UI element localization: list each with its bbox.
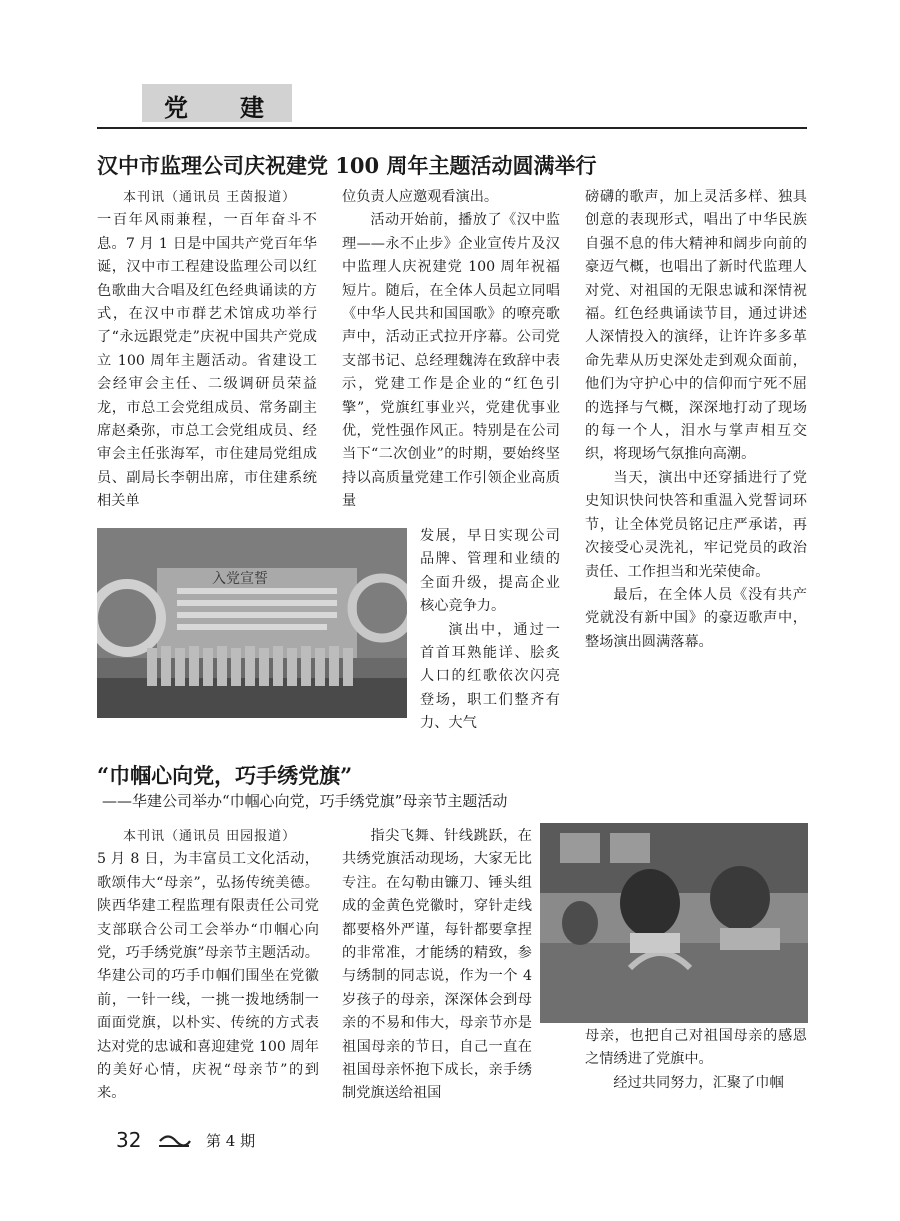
section-tab-char-1: 党	[164, 94, 188, 122]
section-tab-char-2: 建	[240, 94, 264, 122]
article1-paragraph: 发展，早日实现公司品牌、管理和业绩的全面升级，提高企业核心竞争力。	[420, 528, 560, 615]
embroidery-photo	[540, 823, 808, 1023]
magazine-logo-icon	[157, 1131, 193, 1151]
oath-photo	[97, 528, 407, 718]
screen-caption: 入党宣誓	[212, 571, 268, 587]
article1-paragraph: 一百年风雨兼程，一百年奋斗不息。7 月 1 日是中国共产党百年华诞，汉中市工程建设监理公司以红色歌曲大合唱及红色经典诵读的方式，在汉中市群艺术馆成功举行了“永远跟党走”庆祝中国共产党成立 100 周年主题活动。省建设工会经审会主任、二级调研员荣益龙，市总工会党组成员、常务副主席赵桑弥，市总工会党组成员、经审会主任张海军，市住建局党组成员、副局长李朝出席，市住建系统相关单	[97, 212, 317, 510]
article2-column-2	[342, 825, 532, 1106]
article1-paragraph: 当天，演出中还穿插进行了党史知识快问快答和重温入党誓词环节，让全体党员铭记庄严承诺，再次接受心灵洗礼，牢记党员的政治责任、工作担当和光荣使命。	[585, 469, 807, 580]
article1-paragraph: 磅礴的歌声，加上灵活多样、独具创意的表现形式，唱出了中华民族自强不息的伟大精神和阔步向前的豪迈气概，也唱出了新时代监理人对党、对祖国的无限忠诚和深情祝福。红色经典诵读节目，通过讲述人深情投入的演绎，让许许多多革命先辈从历史深处走到观众面前，他们为守护心中的信仰而宁死不屈的选择与气概，深深地打动了现场的每一个人，泪水与掌声相互交织，将现场气氛推向高潮。	[585, 189, 807, 463]
article1-column-2-upper	[342, 186, 560, 514]
page-number: 32	[116, 1128, 142, 1152]
article1-column-3	[585, 186, 807, 654]
header-rule	[97, 127, 807, 129]
article2-column-3	[585, 1025, 807, 1095]
article1-byline: 本刊讯（通讯员 王茵报道）	[123, 190, 297, 205]
article2-byline: 本刊讯（通讯员 田园报道）	[123, 829, 297, 844]
article2-column-1	[97, 825, 319, 1106]
article2-title: “巾帼心向党，巧手绣党旗”	[97, 763, 353, 788]
article1-paragraph: 位负责人应邀观看演出。	[342, 189, 499, 205]
article2-paragraph: 指尖飞舞、针线跳跃，在共绣党旗活动现场，大家无比专注。在勾勒由镰刀、锤头组成的金黄色党徽时，穿针走线都要格外严谨，每针都要拿捏的非常准，才能绣的精致，参与绣制的同志说，作为一个 4 岁孩子的母亲，深深体会到母亲的不易和伟大，母亲节亦是祖国母亲的节日，自己一直在祖国母亲怀抱下成长，亲手绣制党旗送给祖国	[342, 828, 532, 1102]
issue-label: 第 4 期	[206, 1132, 256, 1150]
article1-title: 汉中市监理公司庆祝建党 100 周年主题活动圆满举行	[97, 153, 597, 178]
article1-paragraph: 活动开始前，播放了《汉中监理——永不止步》企业宣传片及汉中监理人庆祝建党 100 周年祝福短片。随后，在全体人员起立同唱《中华人民共和国国歌》的嘹亮歌声中，活动正式拉开序幕。公司党支部书记、总经理魏涛在致辞中表示，党建工作是企业的“红色引擎”，党旗红事业兴，党建优事业优，党性强作风正。特别是在公司当下“二次创业”的时期，要始终坚持以高质量党建工作引领企业高质量	[342, 212, 560, 510]
article2-paragraph: 经过共同努力，汇聚了巾帼	[613, 1074, 784, 1091]
article1-paragraph: 最后，在全体人员《没有共产党就没有新中国》的豪迈歌声中，整场演出圆满落幕。	[585, 586, 807, 650]
article2-paragraph: 母亲，也把自己对祖国母亲的感恩之情绣进了党旗中。	[585, 1028, 807, 1068]
article2-paragraph: 5 月 8 日，为丰富员工文化活动，歌颂伟大“母亲”，弘扬传统美德。陕西华建工程监理有限责任公司党支部联合公司工会举办“巾帼心向党，巧手绣党旗”母亲节主题活动。华建公司的巧手巾帼们围坐在党徽前，一针一线，一挑一拨地绣制一面面党旗，以朴实、传统的方式表达对党的忠诚和喜迎建党 100 周年的美好心情，庆祝“母亲节”的到来。	[97, 851, 319, 1102]
choir-figures	[147, 646, 353, 686]
article1-paragraph: 演出中，通过一首首耳熟能详、脍炙人口的红歌依次闪亮登场，职工们整齐有力、大气	[420, 621, 560, 732]
article1-column-2-lower	[420, 525, 560, 736]
section-tab	[142, 84, 292, 122]
article1-column-1	[97, 186, 317, 514]
article2-subtitle: ——华建公司举办“巾帼心向党，巧手绣党旗”母亲节主题活动	[102, 792, 508, 810]
